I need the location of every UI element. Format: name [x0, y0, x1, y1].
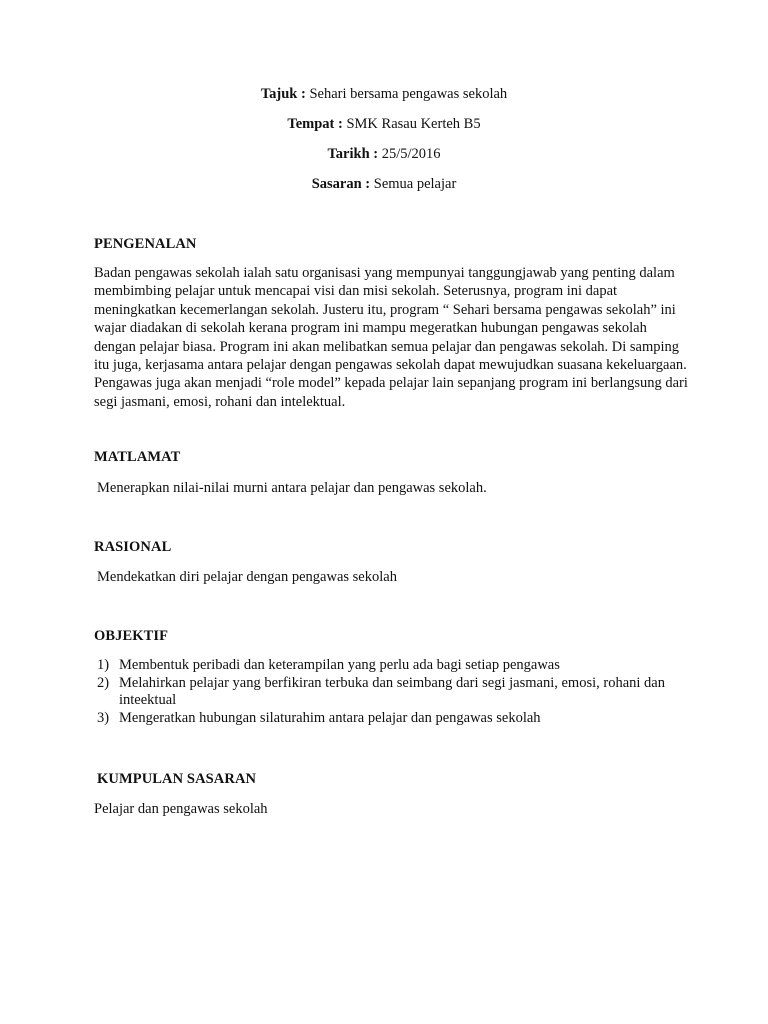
- tarikh-value: 25/5/2016: [381, 146, 441, 162]
- objektif-text: Melahirkan pelajar yang berfikiran terbuka dan seimbang dari segi jasmani, emosi, rohani dan: [119, 674, 665, 691]
- objektif-heading: OBJEKTIF: [94, 628, 169, 644]
- pengenalan-line: membimbing pelajar untuk mencapai visi dan misi sekolah. Seterusnya, program ini dapat: [94, 283, 618, 300]
- tajuk-value: Sehari bersama pengawas sekolah: [309, 86, 508, 102]
- pengenalan-paragraph: [94, 264, 689, 411]
- objektif-item: [94, 675, 694, 710]
- pengenalan-line: itu juga, kerjasama antara pelajar dengan pengawas sekolah dapat mewujudkan suasana kekeluargaan.: [94, 357, 687, 374]
- matlamat-text: Menerapkan nilai-nilai murni antara pelajar dan pengawas sekolah.: [97, 480, 487, 496]
- pengenalan-line: wajar diadakan di sekolah kerana program ini mampu megeratkan hubungan pengawas sekolah: [94, 320, 647, 337]
- sasaran-line: [0, 176, 768, 193]
- tajuk-label: Tajuk :: [260, 86, 306, 102]
- objektif-item: [94, 657, 694, 675]
- objektif-text: Membentuk peribadi dan keterampilan yang perlu ada bagi setiap pengawas: [119, 657, 560, 673]
- objektif-text: Mengeratkan hubungan silaturahim antara pelajar dan pengawas sekolah: [119, 709, 541, 726]
- pengenalan-line: segi jasmani, emosi, rohani dan intelektual.: [94, 393, 346, 410]
- objektif-number: 2): [97, 674, 110, 691]
- pengenalan-line: dengan pelajar biasa. Program ini akan melibatkan semua pelajar dan pengawas sekolah. Di samping: [94, 338, 680, 355]
- objektif-item: [94, 710, 694, 728]
- pengenalan-line: meningkatkan kecemerlangan sekolah. Justeru itu, program “ Sehari bersama pengawas sekolah” ini: [94, 301, 676, 318]
- rasional-heading: RASIONAL: [94, 539, 172, 555]
- rasional-text: Mendekatkan diri pelajar dengan pengawas sekolah: [97, 569, 397, 585]
- kumpulan-sasaran-text: Pelajar dan pengawas sekolah: [94, 801, 268, 817]
- objektif-list: [94, 657, 694, 727]
- kumpulan-sasaran-heading: KUMPULAN SASARAN: [97, 771, 257, 787]
- objektif-number: 1): [97, 657, 110, 673]
- pengenalan-line: Pengawas juga akan menjadi “role model” kepada pelajar lain sepanjang program ini berlangsung dari: [94, 375, 688, 392]
- tempat-label: Tempat :: [287, 116, 343, 132]
- sasaran-label: Sasaran :: [311, 176, 371, 192]
- tarikh-line: [0, 146, 768, 163]
- objektif-number: 3): [97, 709, 110, 726]
- sasaran-value: Semua pelajar: [373, 176, 457, 192]
- tarikh-label: Tarikh :: [327, 146, 379, 162]
- tempat-line: [0, 116, 768, 133]
- tempat-value: SMK Rasau Kerteh B5: [346, 116, 481, 132]
- pengenalan-heading: PENGENALAN: [94, 236, 197, 252]
- objektif-text: inteektual: [119, 692, 177, 708]
- pengenalan-line: Badan pengawas sekolah ialah satu organisasi yang mempunyai tanggungjawab yang penting dalam: [94, 265, 675, 281]
- tajuk-line: [0, 86, 768, 103]
- matlamat-heading: MATLAMAT: [94, 449, 181, 465]
